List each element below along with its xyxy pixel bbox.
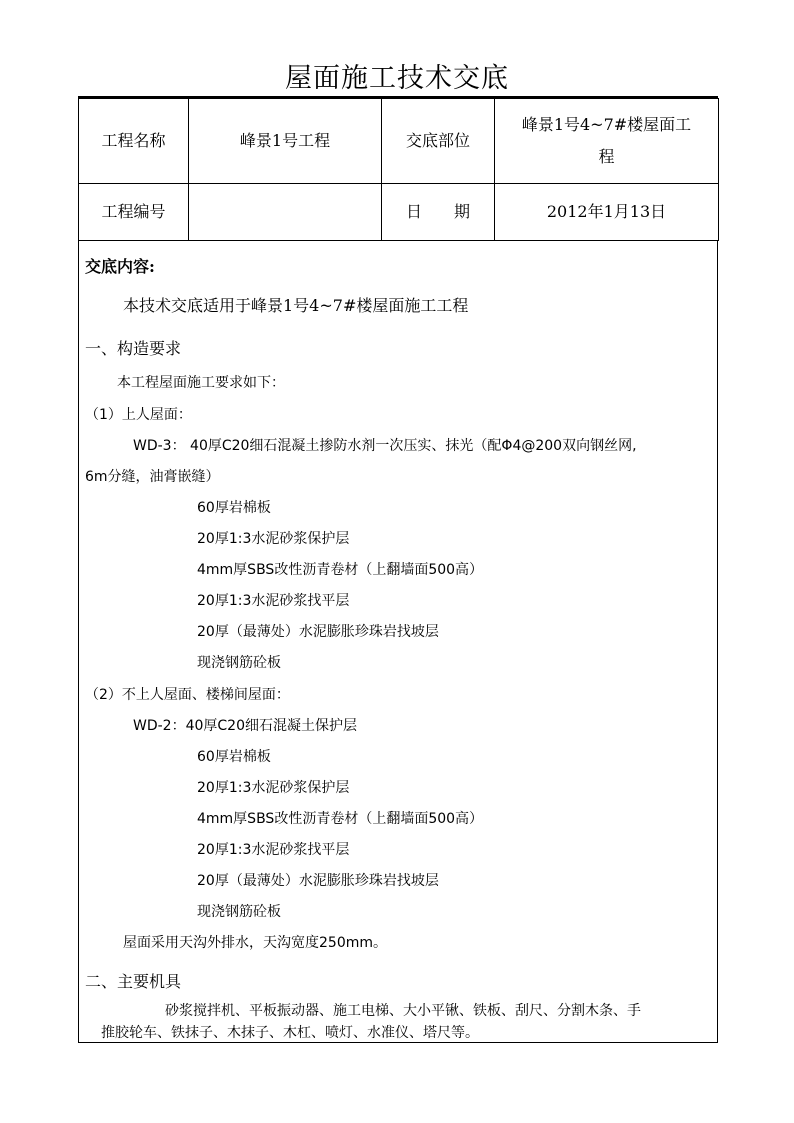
info-table [78, 98, 719, 241]
layer-2-5: 20厚（最薄处）水泥膨胀珍珠岩找坡层 [197, 873, 439, 889]
project-no-value [189, 184, 382, 241]
section-2-heading: 二、主要机具 [85, 972, 182, 991]
location-label: 交底部位 [382, 99, 495, 184]
sub-heading-2: （2）不上人屋面、楼梯间屋面： [85, 687, 290, 703]
location-value [495, 99, 719, 184]
drainage-text: 屋面采用天沟外排水，天沟宽度250mm。 [123, 935, 387, 951]
location-value-line-2: 程 [598, 147, 615, 166]
document-title: 屋面施工技术交底 [285, 63, 509, 94]
wd2-line: WD-2：40厚C20细石混凝土保护层 [133, 718, 357, 734]
wd3-line-1: WD-3： 40厚C20细石混凝土掺防水剂一次压实、抹光（配Φ4@200双向钢丝网, [133, 438, 637, 454]
layer-1-1: 60厚岩棉板 [197, 500, 271, 516]
layer-2-3: 4mm厚SBS改性沥青卷材（上翻墙面500高） [197, 811, 484, 827]
layer-1-5: 20厚（最薄处）水泥膨胀珍珠岩找坡层 [197, 624, 439, 640]
layer-1-3: 4mm厚SBS改性沥青卷材（上翻墙面500高） [197, 562, 484, 578]
requirements-intro: 本工程屋面施工要求如下： [117, 375, 285, 391]
layer-1-4: 20厚1:3水泥砂浆找平层 [197, 593, 350, 609]
layer-1-6: 现浇钢筋砼板 [197, 655, 281, 671]
sub-heading-1: （1）上人屋面： [85, 407, 192, 423]
content-heading: 交底内容: [85, 257, 155, 276]
date-value: 2012年1月13日 [495, 184, 719, 241]
project-no-label: 工程编号 [79, 184, 189, 241]
content-box [78, 240, 718, 1043]
section-1-heading: 一、构造要求 [85, 339, 182, 358]
project-name-value: 峰景1号工程 [189, 99, 382, 184]
layer-2-6: 现浇钢筋砼板 [197, 904, 281, 920]
tools-line-1: 砂浆搅拌机、平板振动器、施工电梯、大小平锹、铁板、刮尺、分割木条、手 [165, 1003, 641, 1019]
table-row [79, 99, 719, 184]
table-row [79, 184, 719, 241]
tools-line-2: 推胶轮车、铁抹子、木抹子、木杠、喷灯、水准仪、塔尺等。 [101, 1025, 479, 1041]
layer-2-1: 60厚岩棉板 [197, 749, 271, 765]
date-label: 日 期 [382, 184, 495, 241]
wd3-line-2: 6m分缝，油膏嵌缝） [85, 469, 220, 485]
layer-1-2: 20厚1:3水泥砂浆保护层 [197, 531, 350, 547]
location-value-line-1: 峰景1号4~7#楼屋面工 [521, 115, 692, 134]
layer-2-2: 20厚1:3水泥砂浆保护层 [197, 780, 350, 796]
intro-text: 本技术交底适用于峰景1号4~7#楼屋面施工工程 [123, 296, 469, 315]
project-name-label: 工程名称 [79, 99, 189, 184]
layer-2-4: 20厚1:3水泥砂浆找平层 [197, 842, 350, 858]
